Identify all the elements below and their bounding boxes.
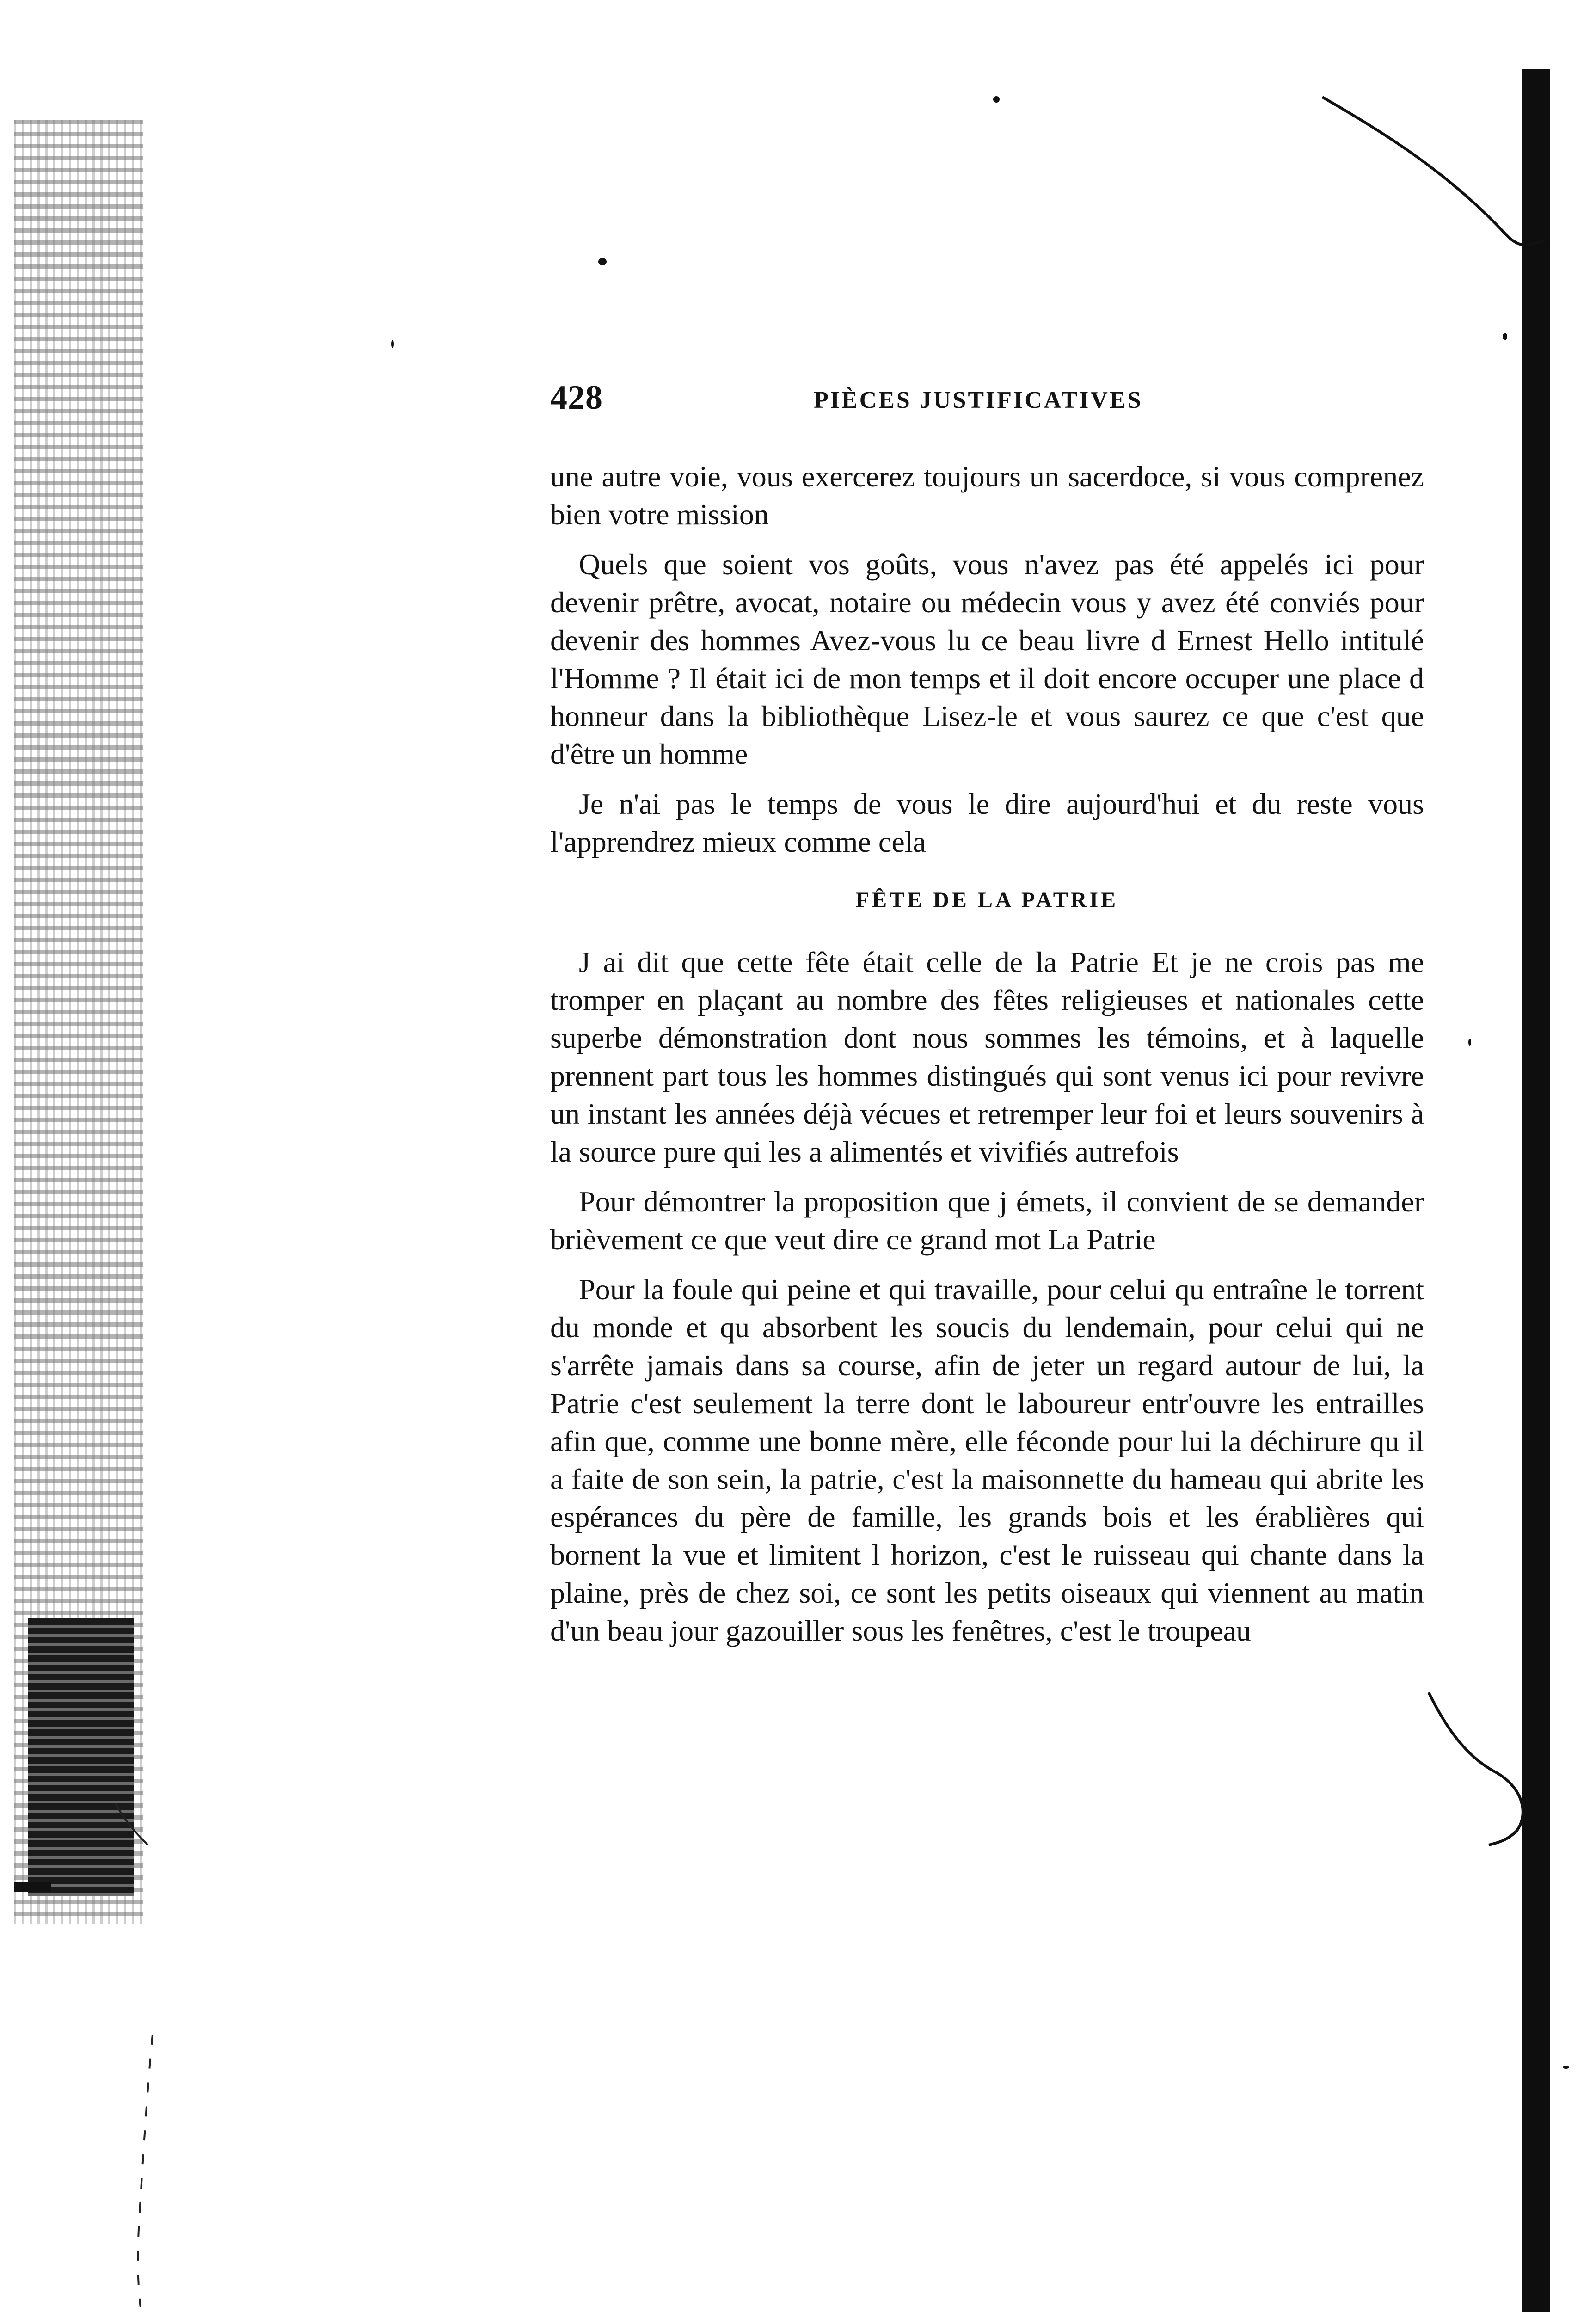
scan-speck <box>1468 1039 1471 1046</box>
page-body <box>550 458 1424 1662</box>
scan-speck <box>1503 333 1507 340</box>
section-heading: FÊTE DE LA PATRIE <box>855 888 1119 912</box>
scan-speck <box>1563 2066 1569 2069</box>
paragraph: Pour la foule qui peine et qui travaille, pour celui qu entraîne le torrent du monde et qu absorbent les soucis du lendemain, pour celui qui ne s'arrête jamais dans sa course, afin de jeter un regard autour de lui, la Patrie c'est seulement la terre dont le laboureur entr'ouvre les entrailles afin que, comme une bonne mère, elle féconde pour lui la déchirure qu il a faite de son sein, la patrie, c'est la maisonnette du hameau qui abrite les espérances du père de famille, les grands bois et les érablières qui bornent la vue et limitent l horizon, c'est le ruisseau qui chante dans la plaine, près de chez soi, ce sont les petits oiseaux qui viennent au matin d'un beau jour gazouiller sous les fenêtres, c'est le troupeau <box>550 1273 1424 1647</box>
paragraph: J ai dit que cette fête était celle de la Patrie Et je ne crois pas me tromper en plaçant au nombre des fêtes religieuses et nationales cette superbe démonstration dont nous sommes les témoins, et à laquelle prennent part tous les hommes distingués qui sont venus ici pour revivre un instant les années déjà vécues et retremper leur foi et leurs souvenirs à la source pure qui les a alimentés et vivifiés autrefois <box>550 946 1424 1168</box>
paragraph: une autre voie, vous exercerez toujours un sacerdoce, si vous comprenez bien votre mission <box>550 460 1424 531</box>
paragraph: Je n'ai pas le temps de vous le dire aujourd'hui et du reste vous l'apprendrez mieux comme cela <box>550 787 1424 858</box>
scan-speck <box>598 258 607 265</box>
page-header <box>550 378 1424 420</box>
page-number: 428 <box>550 379 603 417</box>
scan-speck <box>993 96 1000 103</box>
paragraph: Quels que soient vos goûts, vous n'avez pas été appelés ici pour devenir prêtre, avocat, notaire ou médecin vous y avez été conviés pour devenir des hommes Avez-vous lu ce beau livre d Ernest Hello intitulé l'Homme ? Il était ici de mon temps et il doit encore occuper une place d honneur dans la bibliothèque Lisez-le et vous saurez ce que c'est que d'être un homme <box>550 548 1424 770</box>
running-head: PIÈCES JUSTIFICATIVES <box>814 387 1143 413</box>
scan-speck <box>391 340 394 348</box>
paragraph: Pour démontrer la proposition que j émets, il convient de se demander brièvement ce que veut dire ce grand mot La Patrie <box>550 1185 1424 1256</box>
